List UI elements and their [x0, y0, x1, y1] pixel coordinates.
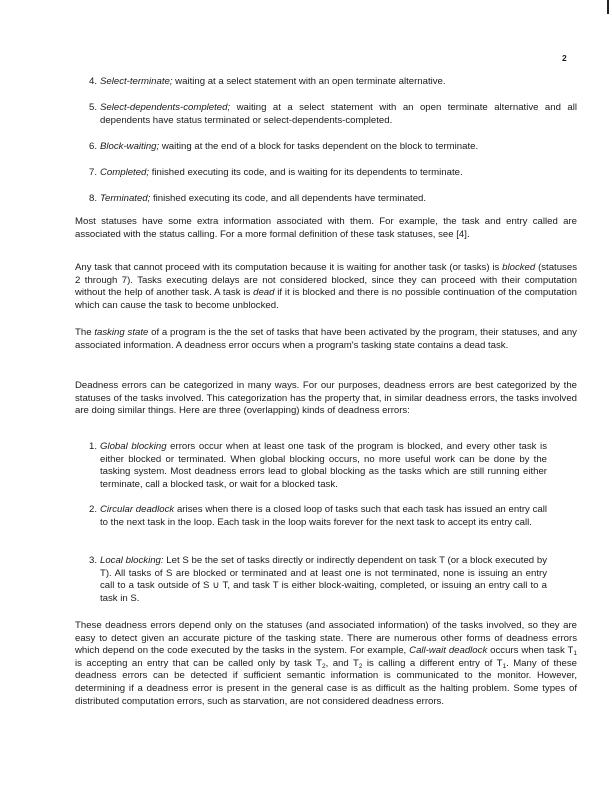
- paragraph-categorized: Deadness errors can be categorized in many ways. For our purposes, deadness errors are best categorized by the statuses of the tasks involved. This categorization has the property that, in similar deadness errors, the tasks involved are doing similar things. Here are three (overlapping) kinds of deadness errors:: [75, 380, 577, 417]
- term: Global blocking: [100, 441, 167, 452]
- list-number: 4.: [89, 76, 98, 87]
- definition: waiting at a select statement with an open terminate alternative.: [172, 76, 446, 87]
- definition: waiting at a select statement with an open terminate alternative and all dependents have status terminated or select-dependents-completed.: [100, 102, 577, 126]
- definition: waiting at the end of a block for tasks dependent on the block to terminate.: [159, 141, 479, 152]
- list-item-local-blocking: [89, 555, 547, 605]
- list-item-global-blocking: [89, 441, 547, 491]
- paragraph-blocked: Any task that cannot proceed with its computation because it is waiting for another task (or tasks) is blocked (statuses 2 through 7). Tasks executing delays are not considered blocked, since they can proceed with their computation without the help of another task. A task is dead if it is blocked and there is no possible continuation of the computation which can cause the task to become unblocked.: [75, 262, 577, 311]
- term-call-wait-deadlock: Call-wait deadlock: [409, 645, 488, 657]
- list-item-status-8: [89, 193, 577, 206]
- definition: finished executing its code, and all dependents have terminated.: [150, 193, 427, 204]
- list-item-status-5: [89, 102, 577, 127]
- paragraph-final: These deadness errors depend only on the statuses (and associated information) of the tasks involved, so they are easy to detect given an accurate picture of the tasking state. There are numerous other forms of deadness errors which depend on the code executed by the tasks in the system. For example, Call-wait deadlock occurs when task $T_1$ is accepting an entry that can be called only by task $T_2$, and $T_2$ is calling a different entry of $T_1$. Many of these deadness errors can be detected if sufficient semantic information is communicated to the monitor. However, determining if a deadness error is present in the general case is as difficult as the halting problem. Some types of distributed computation errors, such as starvation, are not considered deadness errors.: [75, 620, 578, 707]
- list-number: 8.: [89, 193, 98, 204]
- term: Terminated;: [100, 193, 151, 204]
- term: Circular deadlock: [100, 504, 175, 515]
- definition: Let S be the set of tasks directly or indirectly dependent on task T (or a block executed by T). All tasks of S are blocked or terminated and at least one is not terminated, none is issuing an entry call to a task outside of S ∪ T, and task T is either block-waiting, completed, or issuing an entry call to a task in S.: [100, 555, 547, 604]
- term: Completed;: [100, 167, 150, 178]
- definition: arises when there is a closed loop of tasks such that each task has issued an entry call to the next task in the loop. Each task in the loop waits forever for the next task to accept its entry call.: [100, 504, 547, 528]
- list-number: 5.: [89, 102, 98, 113]
- list-number: 6.: [89, 141, 98, 152]
- term-blocked: blocked: [502, 262, 536, 273]
- list-item-circular-deadlock: [89, 504, 547, 529]
- definition: finished executing its code, and is waiting for its dependents to terminate.: [149, 167, 463, 178]
- list-item-status-4: [89, 76, 577, 89]
- term-dead: dead: [253, 287, 275, 299]
- term-tasking-state: tasking state: [94, 327, 149, 338]
- scan-edge-mark: [607, 0, 609, 14]
- paragraph-statuses: Most statuses have some extra information associated with them. For example, the task and entry called are associated with the status calling. For a more formal definition of these task statuses, see [4].: [75, 216, 577, 240]
- list-number: 7.: [89, 167, 98, 178]
- term: Local blocking:: [100, 555, 164, 566]
- definition: errors occur when at least one task of the program is blocked, and every other task is either blocked or terminated. When global blocking occurs, no more useful work can be done by the tasking system. Most deadness errors lead to global blocking as the tasks which are still running either terminate, call a blocked task, or wait for a blocked task.: [100, 441, 547, 490]
- term: Select-dependents-completed;: [100, 102, 231, 113]
- term: Select-terminate;: [100, 76, 173, 87]
- paragraph-tasking-state: The tasking state of a program is the the set of tasks that have been activated by the program, their statuses, and any associated information. A deadness error occurs when a program's tasking state contains a dead task.: [75, 327, 577, 351]
- list-item-status-6: [89, 141, 577, 154]
- page-number: 2: [562, 53, 567, 63]
- list-number: 3.: [89, 555, 98, 566]
- list-number: 2.: [89, 504, 98, 515]
- list-item-status-7: [89, 167, 577, 180]
- term: Block-waiting;: [100, 141, 160, 152]
- list-number: 1.: [89, 441, 98, 452]
